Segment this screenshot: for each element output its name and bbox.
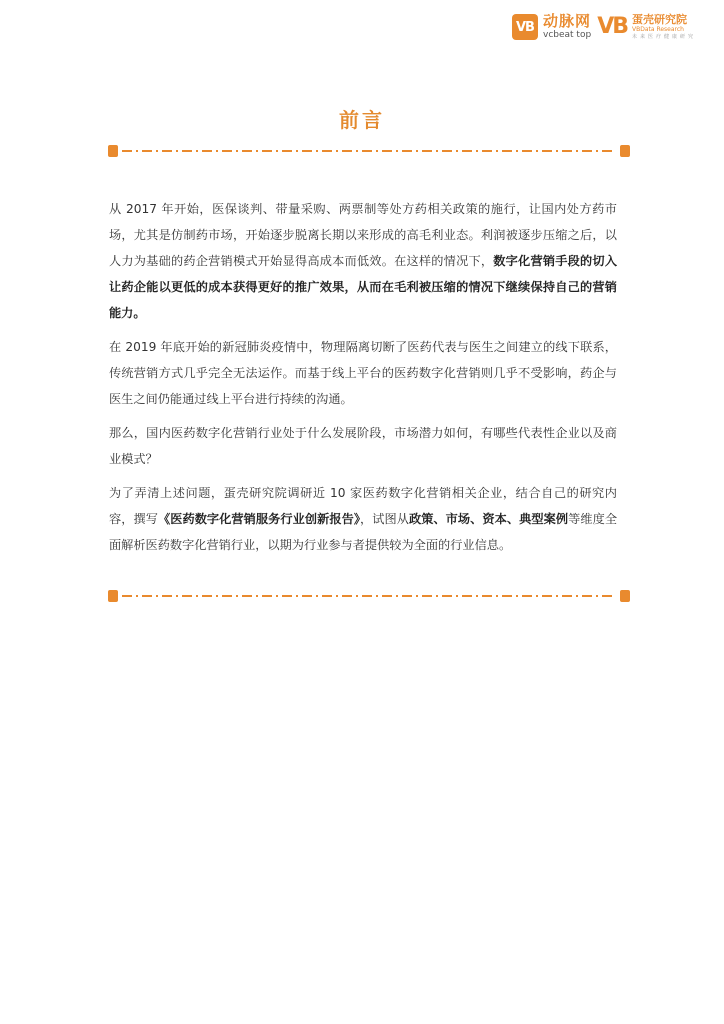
- divider-cap-right: [620, 145, 630, 157]
- text-segment: 在 2019 年底开始的新冠肺炎疫情中，物理隔离切断了医药代表与医生之间建立的线下联系，传统营销方式几乎完全无法运作。而基于线上平台的医药数字化营销则几乎不受影响，药企与医生之间仍能通过线上平台进行持续的沟通。: [109, 340, 617, 406]
- page-title: 前言: [339, 108, 385, 132]
- paragraph: [109, 334, 617, 412]
- vcbeat-logo-mark: VB: [512, 14, 538, 40]
- text-segment: 那么，国内医药数字化营销行业处于什么发展阶段，市场潜力如何，有哪些代表性企业以及商业模式？: [109, 426, 617, 466]
- divider-cap-left: [108, 145, 118, 157]
- preface-body: [109, 196, 617, 566]
- text-segment: 为了弄清上述问题，蛋壳研究院调研近 10 家医药数字化营销相关企业，结合自己的研究内容，撰写: [109, 486, 617, 526]
- vbdata-logo-tagline: 未来医疗健康研究: [631, 34, 696, 40]
- text-segment: 等维度全面解析医药数字化营销行业，以期为行业参与者提供较为全面的行业信息。: [109, 512, 618, 552]
- bottom-divider: [108, 589, 630, 603]
- top-divider: [108, 144, 630, 158]
- vcbeat-logo: [512, 14, 591, 40]
- vbdata-logo-name: 蛋壳研究院: [631, 13, 687, 26]
- bold-text: 数字化营销手段的切入让药企能以更低的成本获得更好的推广效果，从而在毛利被压缩的情况下继续保持自己的营销能力。: [109, 254, 618, 320]
- vbdata-logo-mark: VB: [597, 14, 627, 39]
- paragraph: [109, 420, 617, 472]
- divider-cap-left: [108, 590, 118, 602]
- bold-text: 《医药数字化营销服务行业创新报告》: [157, 512, 360, 526]
- header-logos: [512, 14, 696, 40]
- text-segment: 从 2017 年开始，医保谈判、带量采购、两票制等处方药相关政策的施行，让国内处方药市场，尤其是仿制药市场，开始逐步脱离长期以来形成的高毛利业态。利润被逐步压缩之后，以人力为基础的药企营销模式开始显得高成本而低效。在这样的情况下，: [109, 202, 617, 268]
- divider-line: [122, 595, 616, 597]
- vbdata-logo-sub: VBData Research: [631, 26, 684, 33]
- paragraph: [109, 480, 617, 558]
- divider-cap-right: [620, 590, 630, 602]
- vbdata-logo: [597, 14, 696, 40]
- divider-line: [122, 150, 616, 152]
- vcbeat-logo-sub: vcbeat top: [543, 30, 592, 40]
- paragraph: [109, 196, 617, 326]
- bold-text: 政策、市场、资本、典型案例: [408, 512, 569, 526]
- vcbeat-logo-name: 动脉网: [543, 12, 592, 30]
- text-segment: ，试图从: [359, 512, 409, 526]
